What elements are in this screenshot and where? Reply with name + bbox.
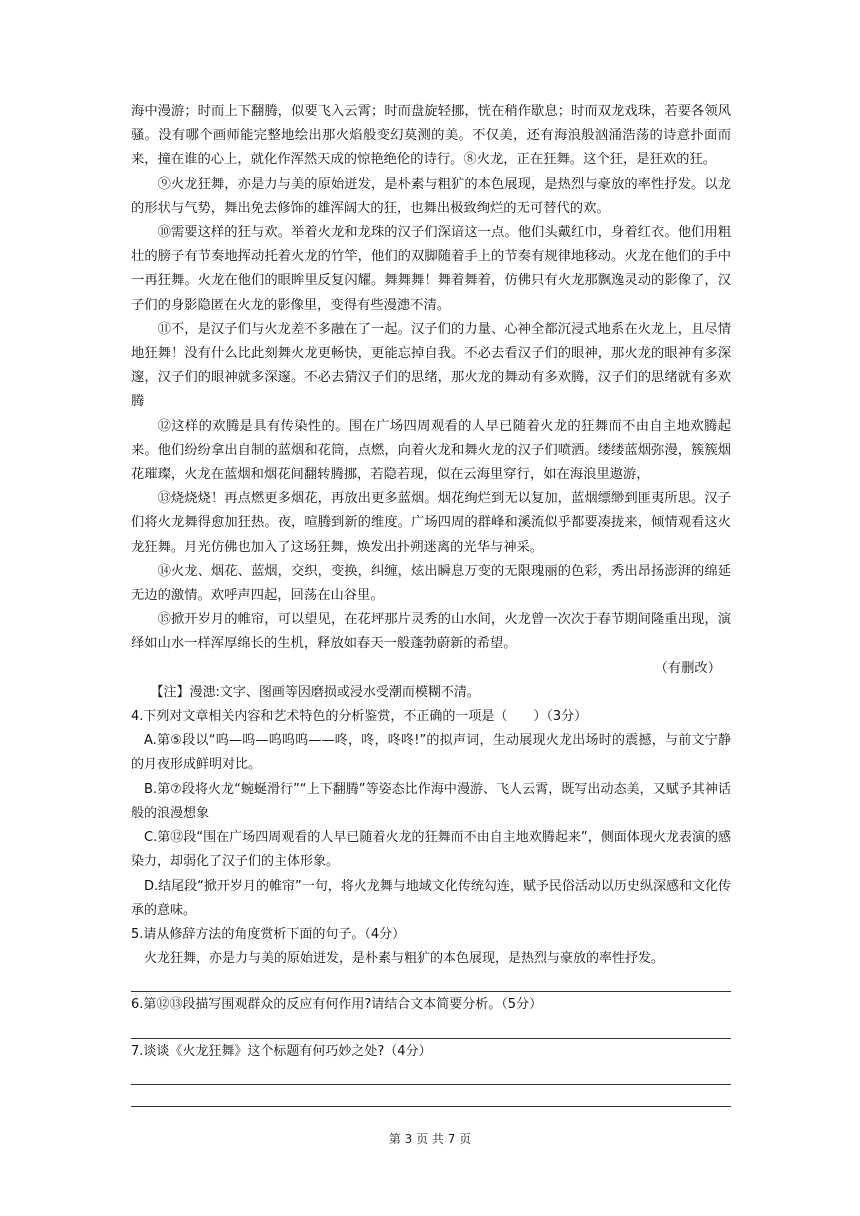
question-4-option-a: A.第⑤段以“呜—呜—呜呜呜——咚，咚，咚咚!”的拟声词，生动展现火龙出场时的震撼，与前文宁静的月夜形成鲜明对比。 [131, 733, 731, 773]
question-6-stem: 6.第⑫⑬段描写围观群众的反应有何作用?请结合文本简要分析。（5分） [131, 997, 543, 1013]
question-4-option-c: C.第⑫段“围在广场四周观看的人早已随着火龙的狂舞而不由自主地欢腾起来”，侧面体现火龙表演的感染力，却弱化了汉子们的主体形象。 [131, 830, 731, 870]
question-4-stem: 4.下列对文章相关内容和艺术特色的分析鉴赏，不正确的一项是（ ）（3分） [131, 709, 588, 725]
answer-line[interactable] [131, 1064, 731, 1085]
paragraph-11: ⑪不，是汉子们与火龙差不多融在了一起。汉子们的力量、心神全都沉浸式地系在火龙上，且尽情地狂舞！没有什么比此刻舞火龙更畅快，更能忘掉自我。不必去看汉子们的眼神，那火龙的眼神有多深邃，汉子们的眼神就多深邃。不必去猜汉子们的思绪，那火龙的舞动有多欢腾，汉子们的思绪就有多欢腾 [131, 321, 731, 410]
answer-line[interactable] [131, 1086, 731, 1107]
question-4-option-d: D.结尾段“掀开岁月的帷帘”一句，将火龙舞与地域文化传统勾连，赋予民俗活动以历史纵深感和文化传承的意味。 [131, 878, 731, 918]
paragraph-15: ⑮掀开岁月的帷帘，可以望见，在花坪那片灵秀的山水间，火龙曾一次次于春节期间隆重出现，演绎如山水一样浑厚绵长的生机，释放如春天一般蓬勃蔚新的希望。 [131, 612, 731, 652]
question-5-stem: 5.请从修辞方法的角度赏析下面的句子。（4分） [131, 926, 406, 942]
page-footer: 第 3 页 共 7 页 [388, 1132, 472, 1146]
answer-line[interactable] [131, 1018, 731, 1039]
exam-page-content [131, 100, 731, 1108]
paragraph-13: ⑬烧烧烧！再点燃更多烟花，再放出更多蓝烟。烟花绚烂到无以复加，蓝烟缥缈到匪夷所思。汉子们将火龙舞得愈加狂热。夜，喧腾到新的维度。广场四周的群峰和溪流似乎都要凑拢来，倾情观看这火龙狂舞。月光仿佛也加入了这场狂舞，焕发出扑朔迷离的光华与神采。 [131, 491, 731, 555]
question-5-sentence: 火龙狂舞，亦是力与美的原始迸发，是朴素与粗犷的本色展现，是热烈与豪放的率性抒发。 [144, 951, 665, 967]
answer-line[interactable] [131, 971, 731, 992]
paragraph-14: ⑭火龙、烟花、蓝烟，交织，变换，纠缠，炫出瞬息万变的无限瑰丽的色彩，秀出昂扬澎湃的绵延无边的激情。欢呼声四起，回荡在山谷里。 [131, 563, 731, 604]
passage-continuation: 海中漫游；时而上下翻腾，似要飞入云霄；时而盘旋轻挪，恍在稍作歇息；时而双龙戏珠，若要各领风骚。没有哪个画师能完整地绘出那火焰般变幻莫测的美。不仅美，还有海浪般汹涌浩荡的诗意扑面而来，撞在谁的心上，就化作浑然天成的惊艳绝伦的诗行。⑧火龙，正在狂舞。这个狂，是狂欢的狂。 [131, 104, 731, 168]
paragraph-12: ⑫这样的欢腾是具有传染性的。围在广场四周观看的人早已随着火龙的狂舞而不由自主地欢腾起来。他们纷纷拿出自制的蓝烟和花筒，点燃，向着火龙和舞火龙的汉子们喷洒。缕缕蓝烟弥漫，簇簇烟花璀璨，火龙在蓝烟和烟花间翻转腾挪，若隐若现，似在云海里穿行，如在海浪里遨游， [131, 418, 731, 483]
paragraph-10: ⑩需要这样的狂与欢。举着火龙和龙珠的汉子们深谙这一点。他们头戴红巾，身着红衣。他们用粗壮的膀子有节奏地挥动托着火龙的竹竿，他们的双脚随着手上的节奏有规律地移动。火龙在他们的手中一再狂舞。火龙在他们的眼眸里反复闪耀。舞舞舞！舞着舞着，仿佛只有火龙那飘逸灵动的影像了，汉子们的身影隐匿在火龙的影像里，变得有些漫漶不清。 [131, 225, 731, 313]
edited-note: （有删改） [654, 660, 721, 676]
question-7-stem: 7.谈谈《火龙狂舞》这个标题有何巧妙之处?（4分） [131, 1043, 432, 1059]
paragraph-9: ⑨火龙狂舞，亦是力与美的原始迸发，是朴素与粗犷的本色展现，是热烈与豪放的率性抒发。以龙的形状与气势，舞出免去修饰的雄浑阔大的狂，也舞出极致绚烂的无可替代的欢。 [131, 176, 731, 216]
annotation-note: 【注】漫漶:文字、图画等因磨损或浸水受潮而模糊不清。 [150, 684, 480, 700]
question-4-option-b: B.第⑦段将火龙“蜿蜒滑行”“上下翻腾”等姿态比作海中漫游、飞人云霄，既写出动态美，又赋予其神话般的浪漫想象 [131, 781, 731, 821]
